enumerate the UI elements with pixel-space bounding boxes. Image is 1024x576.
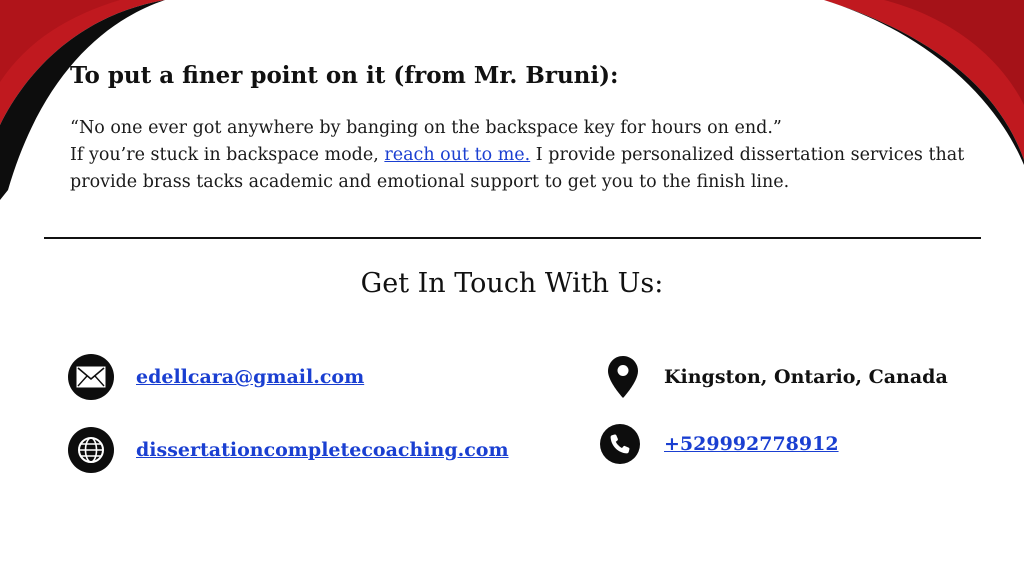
body-text-after-link: I provide personalized dissertation services that provide brass tacks academic and emotional support to get you to the finish line. <box>70 145 965 192</box>
envelope-icon <box>68 354 114 400</box>
website-link[interactable]: dissertationcompletecoaching.com <box>136 439 509 461</box>
contact-title: Get In Touch With Us: <box>360 268 664 299</box>
globe-icon <box>68 427 114 473</box>
quote-text: “No one ever got anywhere by banging on the backspace key for hours on end.” <box>70 118 782 138</box>
body-text <box>70 115 990 196</box>
map-pin-icon <box>600 354 646 400</box>
location-text: Kingston, Ontario, Canada <box>664 366 948 388</box>
contact-email <box>68 354 364 400</box>
reach-out-link[interactable]: reach out to me. <box>384 145 531 165</box>
contact-phone <box>600 424 839 464</box>
page-heading: To put a finer point on it (from Mr. Bruni): <box>70 62 619 89</box>
phone-link[interactable]: +529992778912 <box>664 433 839 455</box>
phone-icon <box>600 424 640 464</box>
body-text-before-link: If you’re stuck in backspace mode, <box>70 145 385 165</box>
body-paragraph <box>70 142 990 196</box>
email-link[interactable]: edellcara@gmail.com <box>136 366 365 388</box>
contact-location <box>600 354 948 400</box>
contact-website <box>68 427 509 473</box>
divider <box>44 237 981 239</box>
